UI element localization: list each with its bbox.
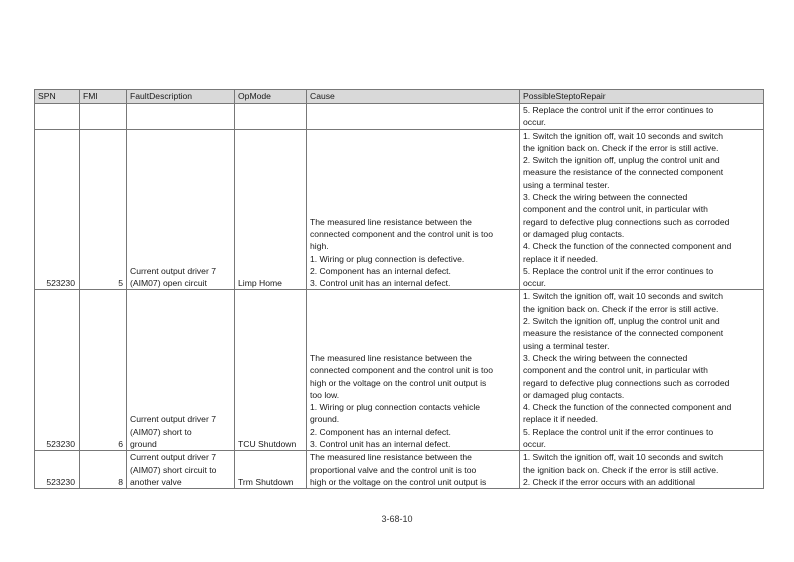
cell-line: using a terminal tester. — [523, 179, 610, 190]
cell-line: replace it if needed. — [523, 253, 599, 264]
fault-code-table — [34, 89, 764, 489]
cell-line: 2. Component has an internal defect. — [310, 265, 451, 276]
cell-line: 2. Check if the error occurs with an additional — [523, 476, 695, 487]
cell-line: high. — [310, 241, 329, 252]
cell-line: using a terminal tester. — [523, 340, 610, 351]
cell-line: 5. Replace the control unit if the error continues to — [523, 426, 714, 437]
cell-line: Current output driver 7 — [130, 265, 216, 276]
cell-line: component and the control unit, in particular with — [523, 204, 708, 215]
cell-line: the ignition back on. Check if the error is still active. — [523, 303, 719, 314]
cell-line: (AIM07) open circuit — [130, 278, 207, 289]
header-opmode: OpMode — [235, 90, 307, 104]
repair-steps-cell — [520, 290, 764, 451]
cell-line: the ignition back on. Check if the error is still active. — [523, 142, 719, 153]
cell-line: measure the resistance of the connected component — [523, 167, 724, 178]
cell-line: occur. — [523, 439, 546, 450]
fault-description-cell — [127, 104, 235, 130]
cell-line: 5. Replace the control unit if the error continues to — [523, 265, 714, 276]
fmi-cell: 6 — [80, 290, 127, 451]
page-number: 3-68-10 — [381, 514, 413, 524]
cell-line: or damaged plug contacts. — [523, 228, 625, 239]
cell-line: (AIM07) short circuit to — [130, 464, 217, 475]
fmi-cell: 5 — [80, 129, 127, 290]
cell-line: occur. — [523, 117, 546, 128]
spn-cell: 523230 — [35, 129, 80, 290]
table-row — [35, 129, 764, 290]
cell-line: The measured line resistance between the — [310, 452, 472, 463]
opmode-cell: Trm Shutdown — [235, 451, 307, 489]
opmode-cell: TCU Shutdown — [235, 290, 307, 451]
cell-line: or damaged plug contacts. — [523, 389, 625, 400]
cell-line: connected component and the control unit is too — [310, 228, 493, 239]
cell-line: 1. Wiring or plug connection contacts vehicle — [310, 402, 481, 413]
opmode-cell: Limp Home — [235, 129, 307, 290]
repair-steps-cell — [520, 129, 764, 290]
cell-line: 3. Check the wiring between the connected — [523, 352, 688, 363]
cell-line: 4. Check the function of the connected component and — [523, 402, 732, 413]
header-possible-steps: PossibleSteptoRepair — [520, 90, 764, 104]
cell-line: high or the voltage on the control unit output is — [310, 377, 487, 388]
spn-cell — [35, 104, 80, 130]
cell-line: 1. Wiring or plug connection is defective. — [310, 253, 465, 264]
cell-line: ground. — [310, 414, 340, 425]
cell-line: 1. Switch the ignition off, wait 10 seconds and switch — [523, 291, 723, 302]
cell-line: component and the control unit, in particular with — [523, 365, 708, 376]
cell-line: the ignition back on. Check if the error is still active. — [523, 464, 719, 475]
cell-line: proportional valve and the control unit is too — [310, 464, 477, 475]
table-header-row — [35, 90, 764, 104]
fmi-cell — [80, 104, 127, 130]
table-row — [35, 104, 764, 130]
cell-line: high or the voltage on the control unit output is — [310, 476, 487, 487]
cell-line: ground — [130, 439, 157, 450]
cell-line: 2. Switch the ignition off, unplug the control unit and — [523, 316, 720, 327]
cell-line: 3. Check the wiring between the connected — [523, 192, 688, 203]
cell-line: measure the resistance of the connected component — [523, 328, 724, 339]
cell-line: 4. Check the function of the connected component and — [523, 241, 732, 252]
cell-line: Current output driver 7 — [130, 452, 216, 463]
cell-line: regard to defective plug connections such as corroded — [523, 377, 730, 388]
cell-line: The measured line resistance between the — [310, 352, 472, 363]
spn-cell: 523230 — [35, 451, 80, 489]
cause-cell — [307, 104, 520, 130]
cell-line: too low. — [310, 389, 340, 400]
cell-line: 3. Control unit has an internal defect. — [310, 278, 451, 289]
fault-description-cell — [127, 129, 235, 290]
cell-line: 1. Switch the ignition off, wait 10 seconds and switch — [523, 452, 723, 463]
fault-description-cell — [127, 451, 235, 489]
cell-line: 5. Replace the control unit if the error continues to — [523, 105, 714, 115]
cell-line: replace it if needed. — [523, 414, 599, 425]
header-cause: Cause — [307, 90, 520, 104]
cause-cell — [307, 290, 520, 451]
table-row — [35, 290, 764, 451]
fmi-cell: 8 — [80, 451, 127, 489]
header-spn: SPN — [35, 90, 80, 104]
cell-line: 2. Switch the ignition off, unplug the control unit and — [523, 155, 720, 166]
opmode-cell — [235, 104, 307, 130]
spn-cell: 523230 — [35, 290, 80, 451]
cell-line: occur. — [523, 278, 546, 289]
cell-line: regard to defective plug connections such as corroded — [523, 216, 730, 227]
header-fmi: FMI — [80, 90, 127, 104]
cell-line: 3. Control unit has an internal defect. — [310, 439, 451, 450]
cell-line: connected component and the control unit is too — [310, 365, 493, 376]
cell-line: (AIM07) short to — [130, 426, 192, 437]
cell-line: Current output driver 7 — [130, 414, 216, 425]
table-row — [35, 451, 764, 489]
cell-line: another valve — [130, 476, 182, 487]
repair-steps-cell — [520, 451, 764, 489]
fault-description-cell — [127, 290, 235, 451]
cause-cell — [307, 451, 520, 489]
repair-steps-cell — [520, 104, 764, 130]
cell-line: 1. Switch the ignition off, wait 10 seconds and switch — [523, 130, 723, 141]
cause-cell — [307, 129, 520, 290]
cell-line: 2. Component has an internal defect. — [310, 426, 451, 437]
cell-line: The measured line resistance between the — [310, 216, 472, 227]
header-fault-description: FaultDescription — [127, 90, 235, 104]
